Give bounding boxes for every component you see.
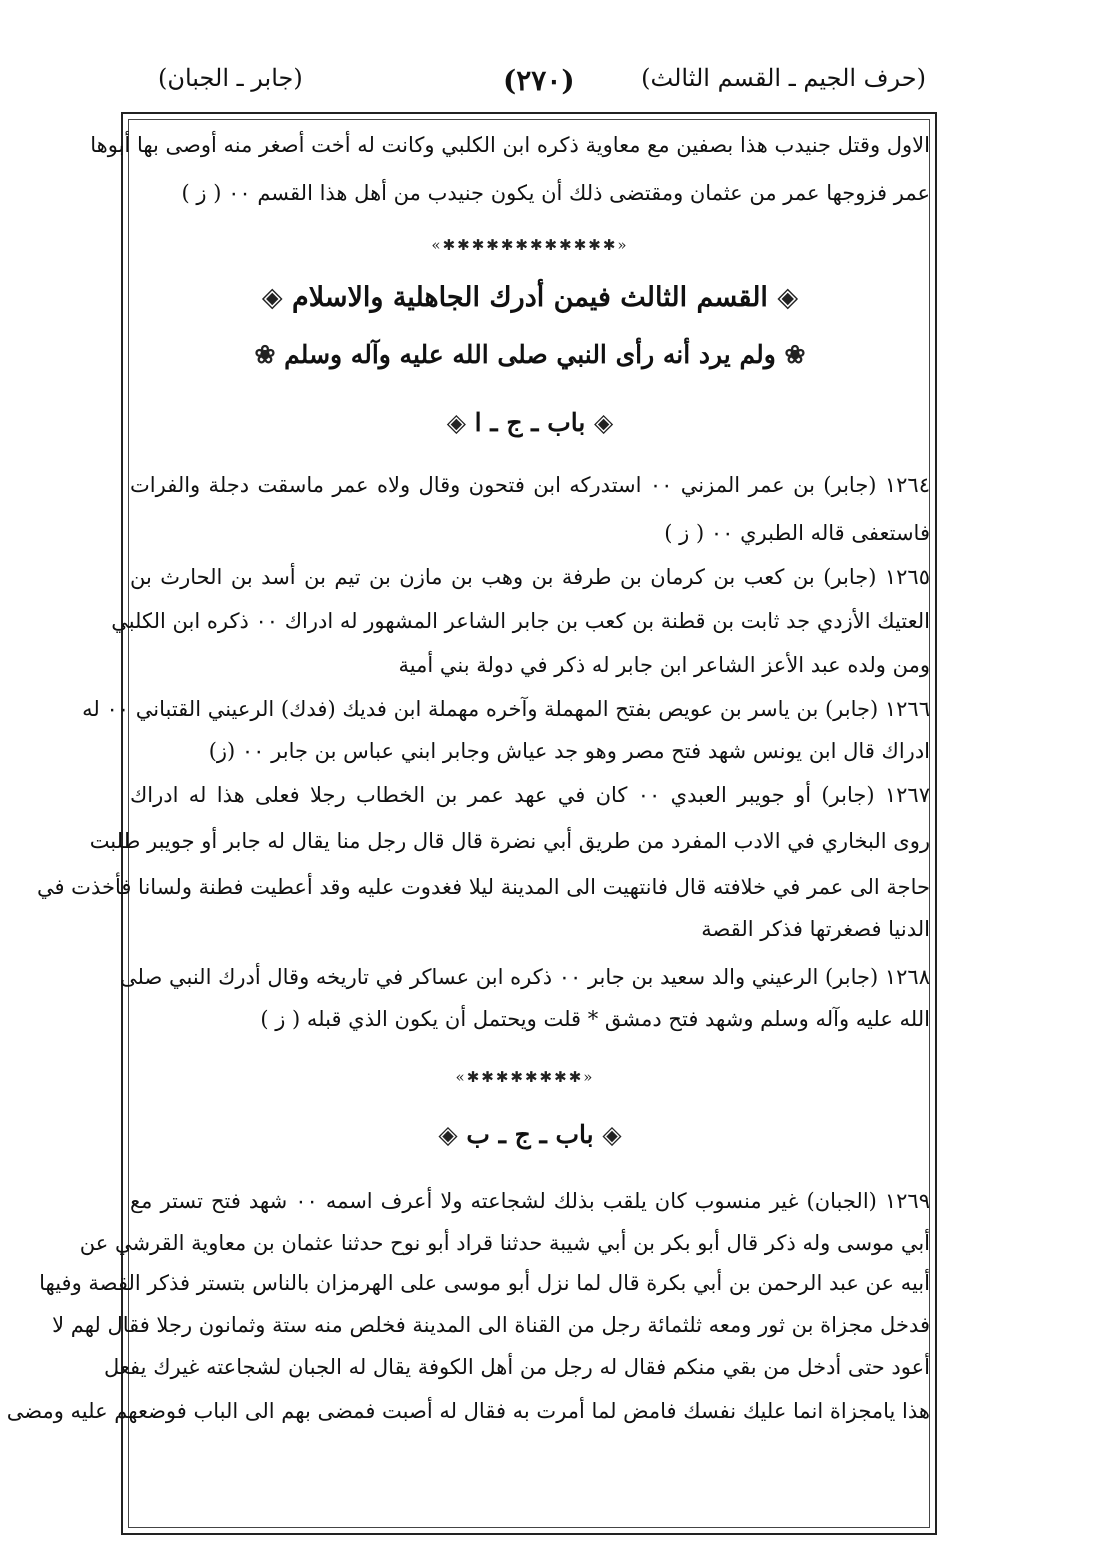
entry-1266-line: ١٢٦٦ (جابر) بن ياسر بن عويص بفتح المهملة وآخره مهملة ابن فديك (فدك) الرعيني القتباني ٠٠ له (82, 697, 930, 721)
entry-1269-line: أعود حتى أدخل من بقي منكم فقال له رجل من أهل الكوفة يقال له الجبان لشجاعته غيرك يفعل (104, 1355, 930, 1379)
ornament-icon: ◈ (594, 408, 614, 437)
section-title (130, 282, 930, 313)
divider-flourish-icon: « (431, 236, 443, 254)
section-subtitle (130, 340, 930, 369)
page-number: (٢٧٠) (503, 64, 575, 97)
entry-1264-line: ١٢٦٤ (جابر) بن عمر المزني ٠٠ استدركه ابن فتحون وقال ولاه عمر ماسقت دجلة والفرات (130, 473, 930, 497)
running-header-right: (حرف الجيم ـ القسم الثالث) (641, 64, 926, 92)
entry-1266-line: ادراك قال ابن يونس شهد فتح مصر وهو جد عياش وجابر ابني عباس بن جابر ٠٠ (ز) (208, 739, 930, 763)
entry-1265-line: العتيك الأزدي جد ثابت بن قطنة بن كعب بن جابر الشاعر المشهور له ادراك ٠٠ ذكره ابن الكلبي (111, 609, 930, 633)
entry-1269-line: هذا يامجزاة انما عليك نفسك فامض لما أمرت به فقال له أصبت فمضى بهم الى الباب فوضعهم عليه ومضى (6, 1399, 930, 1423)
running-header-left: (جابر ـ الجبان) (158, 64, 303, 92)
ornament-icon: ◈ (446, 408, 466, 437)
text-line: الاول وقتل جنيدب هذا بصفين مع معاوية ذكره ابن الكلبي وكانت له أخت أصغر منه أوصى بها أبوها (90, 133, 930, 157)
ornament-icon: ◈ (438, 1120, 458, 1149)
entry-1268-line: الله عليه وآله وسلم وشهد فتح دمشق * قلت ويحتمل أن يكون الذي قبله ( ز ) (260, 1007, 930, 1031)
entry-1267-line: الدنيا فصغرتها فذكر القصة (701, 917, 930, 941)
divider-stars: ✱✱✱✱✱✱✱✱✱✱✱✱ (442, 236, 618, 254)
bab-heading-text: باب ـ ج ـ ب (466, 1120, 594, 1149)
entry-1264-line: فاستعفى قاله الطبري ٠٠ ( ز ) (664, 521, 930, 545)
entry-1265-line: ١٢٦٥ (جابر) بن كعب بن كرمان بن طرفة بن وهب بن مازن بن تيم بن أسد بن الحارث بن (130, 565, 930, 589)
bab-heading (130, 1120, 930, 1149)
section-subtitle-text: ولم يرد أنه رأى النبي صلى الله عليه وآله وسلم (284, 340, 776, 369)
ornament-icon: ◈ (602, 1120, 622, 1149)
ornament-icon: ◈ (777, 282, 799, 313)
text-line: عمر فزوجها عمر من عثمان ومقتضى ذلك أن يكون جنيدب من أهل هذا القسم ٠٠ ( ز ) (181, 181, 930, 205)
entry-1267-line: ١٢٦٧ (جابر) أو جويبر العبدي ٠٠ كان في عهد عمر بن الخطاب رجلا فعلى هذا له ادراك (130, 783, 930, 807)
entry-1269-line: فدخل مجزاة بن ثور ومعه ثلثمائة رجل من القناة الى المدينة فخلص منه ستة وثمانون رجلا فقال لهم لا (52, 1313, 930, 1337)
entry-1268-line: ١٢٦٨ (جابر) الرعيني والد سعيد بن جابر ٠٠ ذكره ابن عساكر في تاريخه وقال أدرك النبي صلى (120, 965, 930, 989)
divider-stars: ✱✱✱✱✱✱✱✱ (466, 1068, 584, 1086)
ornament-icon: ◈ (261, 282, 283, 313)
entry-1267-line: حاجة الى عمر في خلافته قال فانتهيت الى المدينة ليلا فغدوت عليه وقد أعطيت فطنة ولسانا فأخذت في (36, 875, 930, 899)
section-title-text: القسم الثالث فيمن أدرك الجاهلية والاسلام (292, 282, 768, 313)
ornamental-divider (390, 236, 670, 254)
divider-flourish-icon: « (455, 1068, 467, 1086)
bab-heading-text: باب ـ ج ـ ا (474, 408, 586, 437)
entry-1267-line: روى البخاري في الادب المفرد من طريق أبي نضرة قال قال رجل منا يقال له جابر أو جويبر طلبت (89, 829, 930, 853)
ornament-icon: ❀ (254, 340, 276, 369)
entry-1269-line: أبي موسى وله ذكر قال أبو بكر بن أبي شيبة حدثنا قراد أبو نوح حدثنا عثمان بن معاوية القرشي عن (79, 1231, 930, 1255)
entry-1269-line: أبيه عن عبد الرحمن بن أبي بكرة قال لما نزل أبو موسى على الهرمزان بالناس بتستر فذكر القصة وفيها (39, 1271, 930, 1295)
ornament-icon: ❀ (784, 340, 806, 369)
bab-heading (130, 408, 930, 437)
divider-flourish-icon: » (617, 236, 629, 254)
entry-1265-line: ومن ولده عبد الأعز الشاعر ابن جابر له ذكر في دولة بني أمية (398, 653, 930, 677)
divider-flourish-icon: » (583, 1068, 595, 1086)
entry-1269-line: ١٢٦٩ (الجبان) غير منسوب كان يلقب بذلك لشجاعته ولا أعرف اسمه ٠٠ شهد فتح تستر مع (130, 1189, 930, 1213)
ornamental-divider (420, 1068, 630, 1086)
